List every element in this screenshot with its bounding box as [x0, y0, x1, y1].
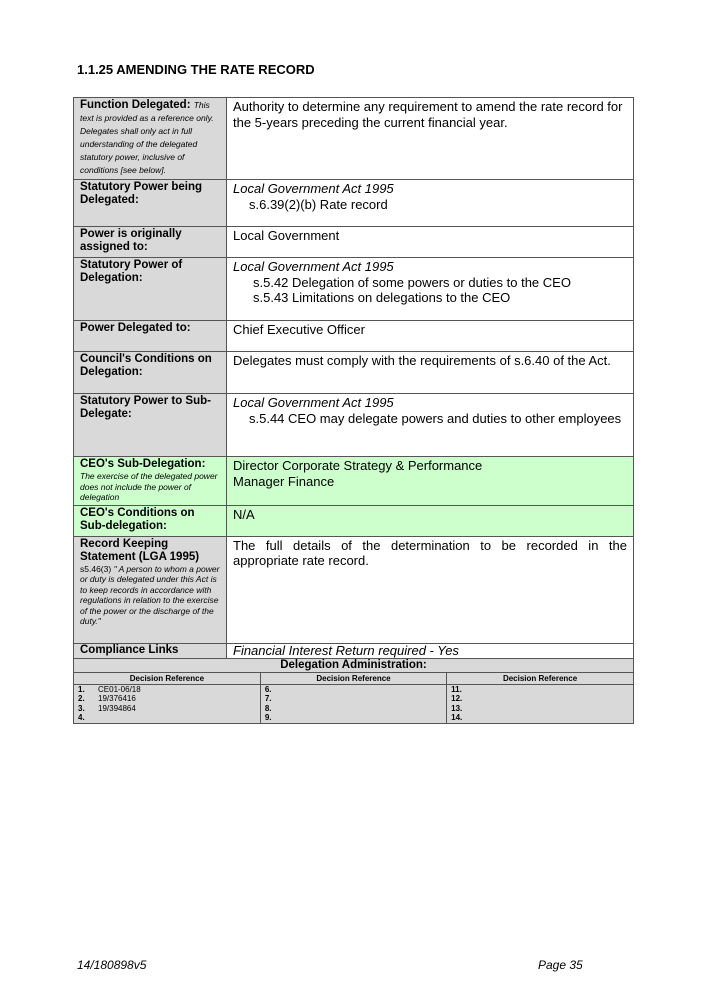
originally-assigned-label: Power is originally assigned to:	[74, 227, 227, 258]
label-cell	[74, 457, 227, 506]
decision-item	[78, 713, 256, 723]
statutory-power-act: Local Government Act 1995	[233, 181, 394, 196]
record-keeping-value: The full details of the determination to be recorded in the appropriate rate record.	[227, 536, 634, 643]
council-conditions-value: Delegates must comply with the requirements of s.6.40 of the Act.	[227, 352, 634, 394]
decision-number: 7.	[264, 694, 272, 703]
row-statutory-power	[74, 180, 634, 227]
statutory-delegation-line: s.5.42 Delegation of some powers or duties to the CEO	[253, 274, 571, 290]
value-cell	[227, 457, 634, 506]
originally-assigned-value: Local Government	[227, 227, 634, 258]
decision-column-3	[447, 684, 633, 723]
row-delegated-to	[74, 321, 634, 352]
row-sub-delegate	[74, 394, 634, 457]
statutory-power-section: s.6.39(2)(b) Rate record	[249, 196, 388, 212]
delegated-to-label: Power Delegated to:	[74, 321, 227, 352]
decision-ref: CE01-06/18	[98, 684, 141, 694]
row-ceo-conditions	[74, 505, 634, 536]
decision-cell	[74, 672, 634, 723]
decision-header-row	[74, 673, 633, 685]
decision-item	[451, 685, 629, 695]
ceo-conditions-value: N/A	[227, 505, 634, 536]
row-record-keeping	[74, 536, 634, 643]
decision-header: Decision Reference	[74, 673, 260, 685]
statutory-delegation-act: Local Government Act 1995	[233, 259, 394, 274]
page-heading: 1.1.25 AMENDING THE RATE RECORD	[77, 62, 315, 77]
decision-number: 2.	[78, 694, 85, 703]
decision-number: 4.	[78, 713, 85, 722]
sub-delegate-label: Statutory Power to Sub-Delegate:	[74, 394, 227, 457]
decision-ref: 19/376416	[98, 694, 136, 703]
record-keeping-ref: s5.46(3)	[80, 563, 112, 574]
ceo-sub-line: Manager Finance	[233, 473, 335, 489]
label-cell	[74, 98, 227, 180]
decision-body-row	[74, 684, 633, 723]
function-note: This text is provided as a reference only. Delegates shall only act in full understanding of the delegated statutory power, inclusive of conditions [see below].	[80, 100, 214, 175]
value-cell	[227, 258, 634, 321]
row-originally-assigned	[74, 227, 634, 258]
decision-item	[451, 694, 629, 704]
decision-number: 3.	[78, 703, 85, 713]
value-cell	[227, 98, 634, 180]
ceo-sub-note: The exercise of the delegated power does not include the power of delegation	[80, 471, 218, 502]
decision-item	[265, 704, 442, 714]
function-label: Function Delegated:	[80, 99, 191, 111]
compliance-label: Compliance Links	[74, 643, 227, 658]
ceo-sub-label: CEO's Sub-Delegation:	[80, 458, 206, 470]
statutory-power-label: Statutory Power being Delegated:	[74, 180, 227, 227]
decision-number: 6.	[264, 684, 272, 694]
decision-table	[74, 673, 633, 723]
record-keeping-note: " A person to whom a power or duty is delegated under this Act is to keep records in accordance with regulations in relation to the exercise of the power or the discharge of the duty."	[80, 563, 220, 626]
decision-number: 13.	[451, 703, 463, 713]
ceo-sub-line: Director Corporate Strategy & Performance	[233, 458, 483, 473]
sub-delegate-section: s.5.44 CEO may delegate powers and duties to other employees	[249, 410, 622, 426]
row-decision-references	[74, 672, 634, 723]
decision-number: 9.	[264, 713, 272, 722]
row-council-conditions	[74, 352, 634, 394]
decision-item	[265, 685, 442, 695]
ceo-conditions-label: CEO's Conditions on Sub-delegation:	[74, 505, 227, 536]
row-function-delegated	[74, 98, 634, 180]
decision-column-2	[260, 684, 446, 723]
decision-number: 8.	[264, 703, 272, 713]
row-compliance	[74, 643, 634, 658]
decision-header: Decision Reference	[447, 673, 633, 685]
value-cell	[227, 394, 634, 457]
value-cell	[227, 180, 634, 227]
record-keeping-label: Record Keeping Statement (LGA 1995)	[80, 537, 200, 563]
decision-item	[451, 713, 629, 723]
decision-number: 1.	[78, 684, 85, 694]
decision-item	[265, 694, 442, 704]
page-number: Page 35	[538, 958, 583, 972]
admin-title: Delegation Administration:	[74, 658, 634, 672]
decision-number: 11.	[451, 684, 462, 694]
sub-delegate-act: Local Government Act 1995	[233, 395, 394, 410]
decision-ref: 19/394864	[98, 703, 136, 713]
council-conditions-label: Council's Conditions on Delegation:	[74, 352, 227, 394]
function-value: Authority to determine any requirement to amend the rate record for the 5-years preceding the current financial year.	[233, 99, 623, 130]
decision-header: Decision Reference	[260, 673, 446, 685]
decision-item	[451, 704, 629, 714]
delegated-to-value: Chief Executive Officer	[227, 321, 634, 352]
document-reference: 14/180898v5	[77, 958, 147, 972]
decision-item	[78, 694, 256, 704]
decision-number: 14.	[451, 713, 463, 722]
decision-column-1	[74, 684, 260, 723]
decision-number: 12.	[451, 694, 463, 703]
row-admin-title	[74, 658, 634, 672]
decision-item	[78, 704, 256, 714]
decision-item	[78, 685, 256, 695]
statutory-delegation-line: s.5.43 Limitations on delegations to the CEO	[253, 290, 511, 305]
statutory-delegation-label: Statutory Power of Delegation:	[74, 258, 227, 321]
delegation-table	[73, 97, 634, 724]
decision-item	[265, 713, 442, 723]
label-cell	[74, 536, 227, 643]
row-ceo-sub-delegation	[74, 457, 634, 506]
row-statutory-delegation	[74, 258, 634, 321]
compliance-value: Financial Interest Return required - Yes	[227, 643, 634, 658]
record-keeping-ref-line	[80, 564, 220, 627]
